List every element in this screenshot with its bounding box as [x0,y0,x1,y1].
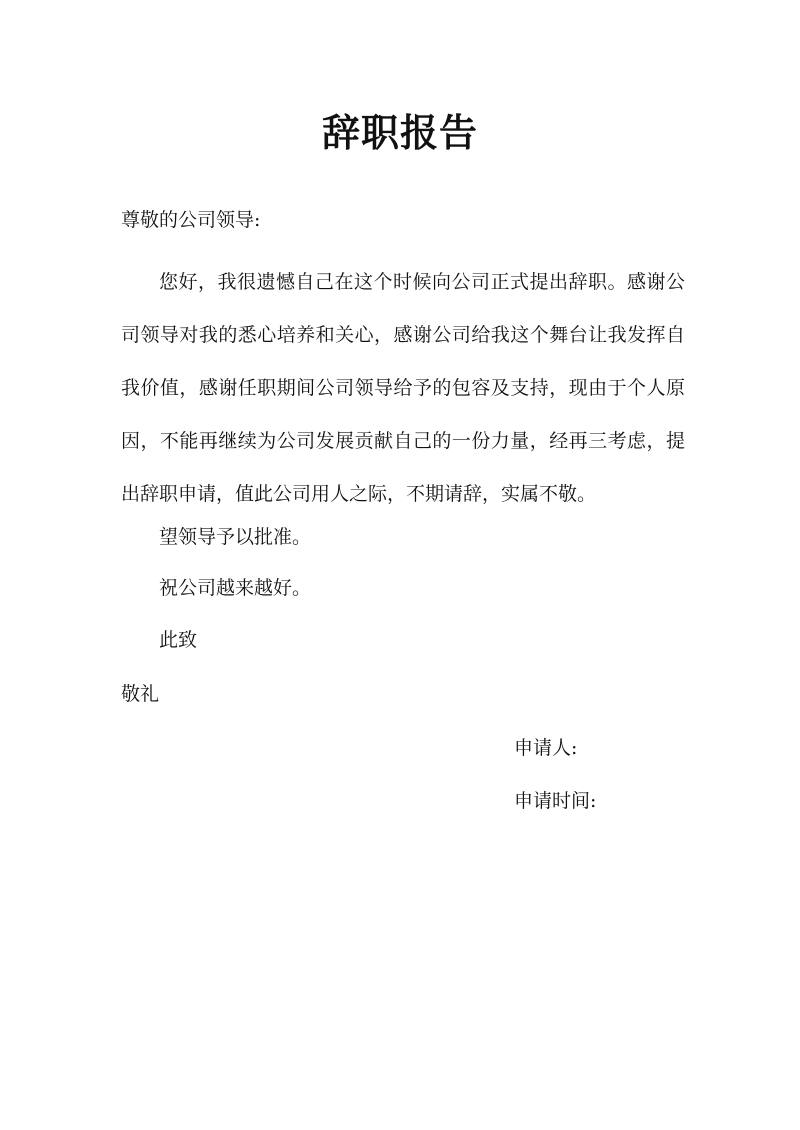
date-label: 申请时间: [514,790,597,812]
document-title: 辞职报告 [321,111,478,155]
wish-line: 祝公司越来越好。 [159,577,312,599]
closing-line-1: 此致 [159,629,198,651]
closing-line-2: 敬礼 [121,683,160,705]
request-line: 望领导予以批准。 [159,526,312,548]
applicant-label: 申请人: [514,737,578,759]
body-paragraph: 您好，我很遗憾自己在这个时候向公司正式提出辞职。感谢公司领导对我的悉心培养和关心，感谢公司给我这个舞台让我发挥自我价值，感谢任职期间公司领导给予的包容及支持，现由于个人原因，不能再继续为公司发展贡献自己的一份力量，经再三考虑，提出辞职申请，值此公司用人之际，不期请辞，实属不敬。 [121,271,685,505]
salutation: 尊敬的公司领导: [121,209,261,231]
